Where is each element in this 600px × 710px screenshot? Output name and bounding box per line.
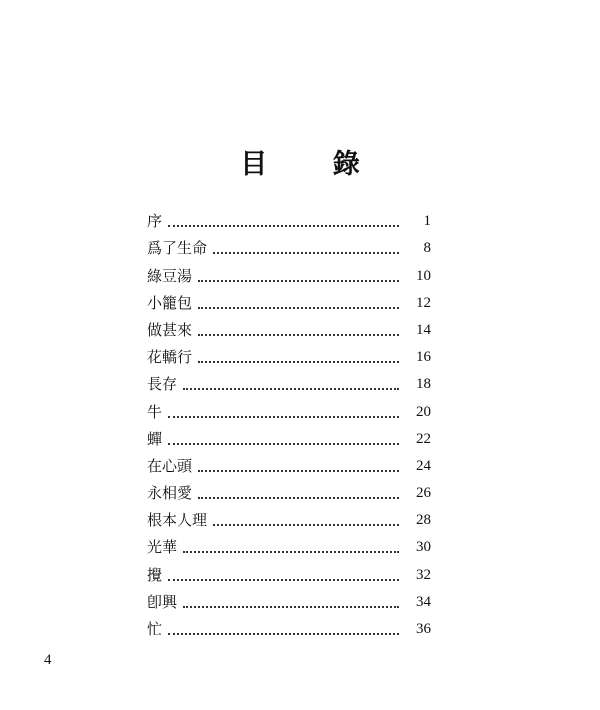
toc-entry-page: 8: [423, 240, 431, 257]
toc-entry-page: 16: [416, 349, 431, 366]
toc-entry: [147, 262, 431, 289]
toc-entry-title: 忙: [147, 620, 163, 638]
dot-leader: [183, 606, 399, 608]
toc-entry: [147, 208, 431, 235]
dot-leader: [198, 334, 399, 336]
toc-entry-title: 根本人理: [147, 511, 208, 530]
toc-entry-title: 花轎行: [147, 348, 193, 367]
dot-leader: [198, 307, 399, 309]
toc-entry-title: 長存: [147, 375, 178, 394]
toc-entry-page: 1: [423, 213, 431, 230]
dot-leader: [168, 225, 399, 227]
toc-entry-page: 36: [416, 621, 431, 637]
toc-entry-page: 22: [416, 430, 431, 447]
dot-leader: [168, 579, 399, 581]
toc-entry-title: 光華: [147, 538, 178, 557]
toc-entry-title: 永相愛: [147, 484, 193, 503]
toc-entry-page: 32: [416, 566, 431, 583]
toc-entry: [147, 480, 431, 507]
toc-entry-title: 爲了生命: [147, 239, 208, 258]
toc-entry: [147, 534, 431, 561]
toc-entry: [147, 398, 431, 425]
toc-entry-title: 序: [147, 212, 163, 231]
toc-entry: [147, 317, 431, 344]
toc-entry-title: 蟬: [147, 429, 163, 448]
toc-entry: [147, 561, 431, 588]
dot-leader: [168, 633, 399, 635]
toc-entry-page: 30: [416, 539, 431, 556]
toc-entry-title: 攪: [147, 565, 163, 584]
toc-entry: [147, 589, 431, 616]
toc-entry-page: 34: [416, 593, 431, 610]
toc-entry-page: 18: [416, 376, 431, 393]
toc-entry-page: 20: [416, 403, 431, 420]
dot-leader: [198, 470, 399, 472]
toc-entry: [147, 235, 431, 262]
dot-leader: [198, 361, 399, 363]
toc-entry-page: 10: [416, 267, 431, 284]
page-number: 4: [44, 652, 52, 668]
toc-entry-title: 牛: [147, 402, 163, 421]
table-of-contents: [147, 208, 431, 643]
page-title: 目 錄: [240, 149, 388, 180]
toc-entry-title: 做甚來: [147, 320, 193, 339]
dot-leader: [213, 252, 399, 254]
toc-entry: [147, 453, 431, 480]
dot-leader: [198, 280, 399, 282]
toc-entry-page: 28: [416, 512, 431, 529]
toc-entry-page: 12: [416, 294, 431, 311]
toc-entry: [147, 507, 431, 534]
toc-entry: [147, 616, 431, 643]
dot-leader: [213, 524, 399, 526]
toc-entry-title: 在心頭: [147, 456, 193, 475]
toc-entry: [147, 426, 431, 453]
toc-entry: [147, 290, 431, 317]
toc-entry-title: 小籠包: [147, 293, 193, 312]
dot-leader: [168, 443, 399, 445]
toc-entry-page: 14: [416, 321, 431, 338]
dot-leader: [168, 416, 399, 418]
toc-entry-title: 綠豆湯: [147, 266, 193, 285]
dot-leader: [198, 497, 399, 499]
toc-entry-title: 卽興: [147, 592, 178, 611]
toc-entry-page: 26: [416, 485, 431, 502]
dot-leader: [183, 388, 399, 390]
toc-entry-page: 24: [416, 457, 431, 474]
dot-leader: [183, 551, 399, 553]
toc-entry: [147, 344, 431, 371]
toc-entry: [147, 371, 431, 398]
